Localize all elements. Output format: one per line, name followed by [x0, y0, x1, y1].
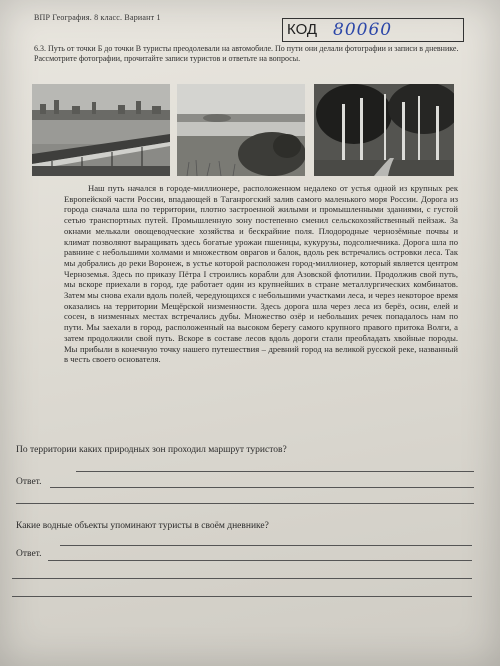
answer-label-2: Ответ. [16, 549, 42, 559]
answer-label-1: Ответ. [16, 477, 42, 487]
answer-line-1c[interactable] [16, 503, 474, 504]
answer-line-1a[interactable] [76, 471, 474, 472]
answer-line-2a[interactable] [60, 545, 472, 546]
page-header: ВПР География. 8 класс. Вариант 1 [34, 13, 161, 22]
answer-line-1b[interactable] [50, 487, 474, 488]
answer-line-2c[interactable] [12, 578, 472, 579]
meadow-lake-photo [177, 84, 305, 176]
tourist-diary-text [64, 183, 458, 365]
answer-line-2d[interactable] [12, 596, 472, 597]
forest-photo [314, 84, 454, 176]
diary-paragraph: Наш путь начался в городе-миллионере, расположенном недалеко от устья одной из крупных рек Европейской части России, впадающей в Таганрогский залив самого маленького моря России. Дорога из города сначала шла по территории, плотно застроенной жилыми и промышленными зданиями, с густой сетью транспортных путей. Промышленную зону постепенно сменил сельскохозяйственный пейзаж. За окнами мелькали овощеводческие хозяйства и бескрайние поля. Плодородные чернозёмные почвы и климат позволяют выращивать здесь богатые урожаи пшеницы, кукурузы, подсолнечника. Дорога шла по равнине с небольшими холмами и множеством оврагов и балок, вдоль рек встречались островки леса. Так мы добрались до реки Воронеж, в устье которой расположен город-миллионер, который является центром Черноземья. Здесь по приказу Пётра I строились корабли для Азовской флотилии. Продолжив свой путь, мы вскоре приехали в город, где работает один из крупнейших в стране металлургических комбинатов. Затем мы снова ехали вдоль полей, чередующихся с небольшими участками леса, и через некоторое время оказались на территории Мещёрской низменности. Здесь дорога шла через леса из берёз, осин, елей и сосен, в низменных местах встречались дубы. Множество озёр и небольших речек попадалось нам по пути. Мы заехали в город, расположенный на высоком берегу самого крупного правого притока Волги, а затем продолжили свой путь. Вскоре в составе лесов вдоль дороги стали преобладать хвойные породы. Мы прибыли в конечную точку нашего путешествия – древний город на великой русской реке, названный в честь своего основателя. [64, 183, 458, 365]
code-box [282, 18, 464, 42]
question-2: Какие водные объекты упоминают туристы в своём дневнике? [16, 521, 269, 531]
answer-line-2b[interactable] [48, 560, 472, 561]
task-statement: 6.3. Путь от точки Б до точки В туристы преодолевали на автомобиле. По пути они делали фотографии и записи в дневнике. Рассмотрите фотографии, прочитайте записи туристов и ответьте на вопросы. [34, 44, 459, 63]
code-label: КОД [287, 21, 318, 38]
city-bridge-photo [32, 84, 170, 176]
code-value: 80060 [333, 20, 393, 40]
question-1: По территории каких природных зон проходил маршрут туристов? [16, 445, 287, 455]
